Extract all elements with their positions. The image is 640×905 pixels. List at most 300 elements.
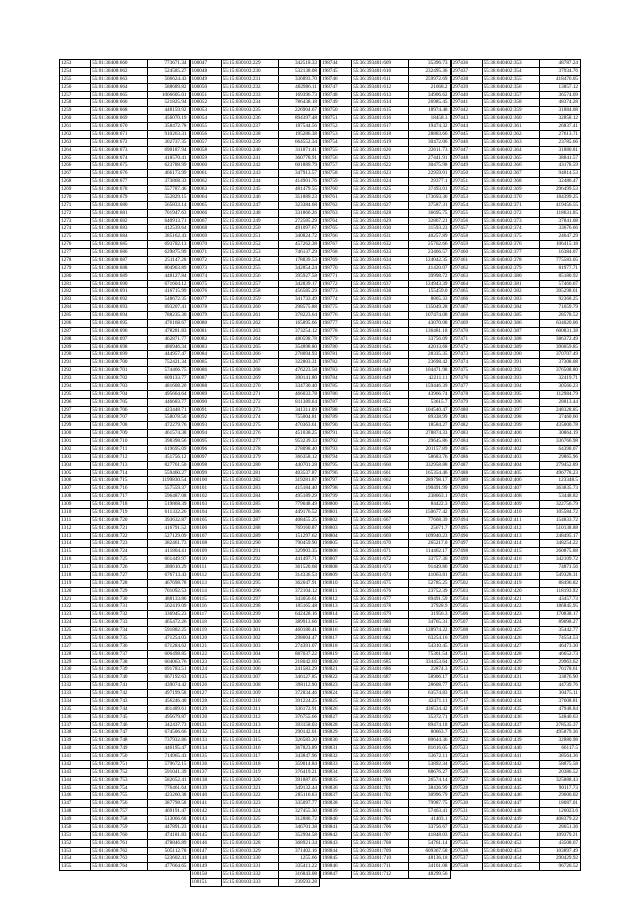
cadastral-number-cell: 55:15:030103:263 [221, 327, 278, 335]
cadastral-number-cell: 55:36:040402:379 [482, 264, 539, 272]
table-row [190, 264, 320, 272]
table-row [321, 209, 451, 217]
value-cell: 329903.35 [278, 548, 319, 556]
value-cell: 31593.23 [409, 225, 450, 233]
value-cell: 32858.12 [539, 115, 580, 123]
table-row [60, 178, 190, 186]
row-number-cell: 198825 [321, 697, 352, 705]
row-number-cell: 198833 [321, 760, 352, 768]
cadastral-number-cell: 55:01:30408:666 [91, 99, 148, 107]
value-cell: 302737.35 [148, 138, 189, 146]
row-number-cell: 1284 [60, 304, 91, 312]
row-number-cell: 297444 [451, 123, 482, 131]
cadastral-number-cell: 55:01:30408:734 [91, 627, 148, 635]
row-number-cell: 198840 [321, 816, 352, 824]
cadastral-number-cell: 55:36:040402:393 [482, 375, 539, 383]
cadastral-number-cell: 55:36:393401:710 [352, 855, 409, 863]
value-cell: 43457.73 [539, 595, 580, 603]
cadastral-number-cell: 55:36:393401:663 [352, 485, 409, 493]
table-row [451, 256, 581, 264]
value-cell: 290142.01 [278, 729, 319, 737]
cadastral-number-cell: 55:36:040402:397 [482, 406, 539, 414]
row-number-cell: 198749 [321, 99, 352, 107]
cadastral-number-cell: 55:15:030103:333 [221, 879, 278, 887]
cadastral-number-cell: 55:01:30408:675 [91, 162, 148, 170]
cadastral-number-cell: 55:01:30408:739 [91, 666, 148, 674]
row-number-cell: 100146 [190, 839, 221, 847]
table-row [321, 146, 451, 154]
row-number-cell: 198836 [321, 784, 352, 792]
cadastral-number-cell: 55:36:393401:633 [352, 249, 409, 257]
cadastral-number-cell: 55:15:030103:325 [221, 816, 278, 824]
table-row [190, 634, 320, 642]
table-row [321, 823, 451, 831]
table-row [60, 138, 190, 146]
row-number-cell: 1335 [60, 705, 91, 713]
value-cell: 491097.67 [278, 225, 319, 233]
table-row [451, 808, 581, 816]
value-cell: 402986.11 [278, 83, 319, 91]
value-cell: 36695.75 [409, 209, 450, 217]
table-row [60, 745, 190, 753]
value-cell: 667192.63 [148, 674, 189, 682]
table-row [60, 327, 190, 335]
table-row [60, 587, 190, 595]
value-cell: 298575.88 [278, 304, 319, 312]
value-cell: 48374.28 [539, 99, 580, 107]
row-number-cell: 297480 [451, 406, 482, 414]
cadastral-number-cell: 55:01:30408:743 [91, 697, 148, 705]
value-cell: 105584.72 [539, 508, 580, 516]
row-number-cell: 297515 [451, 682, 482, 690]
cadastral-number-cell: 55:15:030103:327 [221, 831, 278, 839]
value-cell: 776461.64 [148, 784, 189, 792]
cadastral-number-cell: 55:15:030103:308 [221, 682, 278, 690]
row-number-cell: 297482 [451, 422, 482, 430]
row-number-cell: 100129 [190, 705, 221, 713]
value-cell: 371402.16 [278, 847, 319, 855]
cadastral-number-cell: 55:01:30408:711 [91, 445, 148, 453]
value-cell: 109379.21 [539, 831, 580, 839]
table-row [451, 91, 581, 99]
table-row [451, 75, 581, 83]
table-row [60, 556, 190, 564]
cadastral-number-cell: 55:36:393401:639 [352, 296, 409, 304]
row-number-cell: 100064 [190, 193, 221, 201]
row-number-cell: 100142 [190, 808, 221, 816]
row-number-cell: 100116 [190, 603, 221, 611]
cadastral-number-cell: 55:36:040402:441 [482, 753, 539, 761]
value-cell: 124943.39 [409, 280, 450, 288]
cadastral-number-cell: 55:01:30408:758 [91, 816, 148, 824]
cadastral-number-cell: 55:01:30408:756 [91, 800, 148, 808]
table-row [60, 524, 190, 532]
row-number-cell: 100122 [190, 650, 221, 658]
cadastral-number-cell: 55:15:030103:252 [221, 241, 278, 249]
row-number-cell: 198777 [321, 319, 352, 327]
cadastral-number-cell: 55:36:040402:420 [482, 587, 539, 595]
cadastral-number-cell: 55:01:30408:698 [91, 343, 148, 351]
cadastral-number-cell: 55:15:030103:330 [221, 855, 278, 863]
table-row [451, 469, 581, 477]
cadastral-number-cell: 55:36:040402:370 [482, 193, 539, 201]
value-cell: 29377.1 [409, 178, 450, 186]
cadastral-number-cell: 55:36:393401:700 [352, 776, 409, 784]
value-cell: 611332.26 [148, 508, 189, 516]
cadastral-number-cell: 55:15:030103:243 [221, 170, 278, 178]
cadastral-number-cell: 55:36:040402:425 [482, 627, 539, 635]
table-row [321, 406, 451, 414]
table-row [60, 666, 190, 674]
cadastral-number-cell: 55:01:30408:753 [91, 776, 148, 784]
row-number-cell: 198819 [321, 650, 352, 658]
cadastral-number-cell: 55:36:040402:382 [482, 288, 539, 296]
row-number-cell: 1259 [60, 107, 91, 115]
cadastral-number-cell: 55:36:040402:450 [482, 823, 539, 831]
cadastral-number-cell: 55:36:393401:656 [352, 430, 409, 438]
row-number-cell: 1342 [60, 760, 91, 768]
row-number-cell: 297473 [451, 351, 482, 359]
row-number-cell: 198765 [321, 225, 352, 233]
row-number-cell: 1281 [60, 280, 91, 288]
row-number-cell: 297438 [451, 75, 482, 83]
table-row [451, 800, 581, 808]
cadastral-number-cell: 55:36:393401:644 [352, 335, 409, 343]
cadastral-number-cell: 55:36:393401:666 [352, 508, 409, 516]
cadastral-number-cell: 55:15:030103:254 [221, 256, 278, 264]
cadastral-number-cell: 55:36:040402:391 [482, 359, 539, 367]
table-row [451, 768, 581, 776]
value-cell: 441497.71 [278, 556, 319, 564]
row-number-cell: 1279 [60, 264, 91, 272]
row-number-cell: 100048 [190, 67, 221, 75]
table-row [321, 249, 451, 257]
cadastral-number-cell: 55:36:040402:376 [482, 241, 539, 249]
table-row [321, 469, 451, 477]
row-number-cell: 198803 [321, 524, 352, 532]
cadastral-number-cell: 55:01:30408:673 [91, 146, 148, 154]
table-row [60, 863, 190, 871]
table-row [60, 485, 190, 493]
row-number-cell: 198788 [321, 406, 352, 414]
cadastral-number-cell: 55:15:030103:257 [221, 280, 278, 288]
table-row [60, 753, 190, 761]
row-number-cell: 297525 [451, 760, 482, 768]
table-row [60, 540, 190, 548]
row-number-cell: 198794 [321, 453, 352, 461]
row-number-cell: 297447 [451, 146, 482, 154]
cadastral-number-cell: 55:01:30408:665 [91, 91, 148, 99]
value-cell: 322803.31 [278, 359, 319, 367]
cadastral-number-cell: 55:01:30408:730 [91, 595, 148, 603]
table-row [190, 343, 320, 351]
table-row [321, 753, 451, 761]
row-number-cell: 1349 [60, 816, 91, 824]
cadastral-number-cell: 55:01:30408:691 [91, 288, 148, 296]
value-cell: 30566.23 [539, 382, 580, 390]
row-number-cell: 100149 [190, 863, 221, 871]
cadastral-number-cell: 55:36:393401:662 [352, 477, 409, 485]
table-row [321, 627, 451, 635]
cadastral-number-cell: 55:36:393401:614 [352, 99, 409, 107]
value-cell: 559460.27 [148, 469, 189, 477]
value-cell: 519868.39 [148, 501, 189, 509]
table-row [60, 508, 190, 516]
row-number-cell: 1263 [60, 138, 91, 146]
table-row [60, 808, 190, 816]
cadastral-number-cell: 55:15:030103:270 [221, 382, 278, 390]
value-cell: 385162.43 [148, 233, 189, 241]
value-cell: 690187.94 [148, 146, 189, 154]
row-number-cell: 297497 [451, 540, 482, 548]
value-cell: 279452.89 [539, 461, 580, 469]
row-number-cell: 198780 [321, 343, 352, 351]
row-number-cell: 100085 [190, 359, 221, 367]
cadastral-number-cell: 55:01:30408:697 [91, 335, 148, 343]
table-row [451, 178, 581, 186]
table-row [321, 524, 451, 532]
row-number-cell: 198799 [321, 493, 352, 501]
value-cell: 887037.22 [278, 650, 319, 658]
row-number-cell: 100100 [190, 477, 221, 485]
row-number-cell: 297448 [451, 154, 482, 162]
row-number-cell: 198818 [321, 642, 352, 650]
cadastral-number-cell: 55:36:040402:358 [482, 99, 539, 107]
value-cell: 470363.61 [278, 422, 319, 430]
row-number-cell: 100081 [190, 327, 221, 335]
cadastral-number-cell: 55:01:30408:682 [91, 217, 148, 225]
table-row [190, 508, 320, 516]
cadastral-number-cell: 55:01:30408:690 [91, 280, 148, 288]
cadastral-number-cell: 55:15:030103:238 [221, 130, 278, 138]
table-row [60, 319, 190, 327]
cadastral-number-cell: 55:36:393401:624 [352, 178, 409, 186]
value-cell: 769160.87 [278, 524, 319, 532]
cadastral-number-cell: 55:01:30408:725 [91, 556, 148, 564]
value-cell: 21668.2 [409, 83, 450, 91]
table-row [60, 737, 190, 745]
table-row [451, 634, 581, 642]
row-number-cell: 297481 [451, 414, 482, 422]
table-row [60, 359, 190, 367]
row-number-cell: 1316 [60, 556, 91, 564]
cadastral-number-cell: 55:01:30408:694 [91, 312, 148, 320]
cadastral-number-cell: 55:01:30408:709 [91, 430, 148, 438]
value-cell: 376508.80 [539, 367, 580, 375]
row-number-cell: 100104 [190, 508, 221, 516]
row-number-cell: 1256 [60, 83, 91, 91]
table-row [321, 138, 451, 146]
cadastral-number-cell: 55:01:30408:663 [91, 75, 148, 83]
value-cell: 37493.01 [409, 186, 450, 194]
cadastral-number-cell: 55:36:040402:377 [482, 249, 539, 257]
value-cell: 38436.99 [409, 784, 450, 792]
row-number-cell: 198752 [321, 123, 352, 131]
value-cell: 64398.07 [539, 445, 580, 453]
cadastral-number-cell: 55:36:040402:385 [482, 312, 539, 320]
table-row [190, 406, 320, 414]
cadastral-number-cell: 55:15:030103:272 [221, 398, 278, 406]
row-number-cell: 100112 [190, 571, 221, 579]
row-number-cell: 198757 [321, 162, 352, 170]
table-row [321, 863, 451, 871]
row-number-cell: 100095 [190, 438, 221, 446]
cadastral-number-cell: 55:01:30408:715 [91, 477, 148, 485]
cadastral-number-cell: 55:15:030103:283 [221, 485, 278, 493]
value-cell: 29865.96 [539, 453, 580, 461]
value-cell: 386372.49 [539, 335, 580, 343]
table-row [321, 186, 451, 194]
cadastral-number-cell: 55:36:040402:364 [482, 146, 539, 154]
cadastral-number-cell: 55:36:040402:439 [482, 737, 539, 745]
cadastral-number-cell: 55:36:040402:451 [482, 831, 539, 839]
cadastral-number-cell: 55:15:030103:278 [221, 445, 278, 453]
table-row [321, 800, 451, 808]
cadastral-number-cell: 55:36:393401:631 [352, 233, 409, 241]
row-number-cell: 100119 [190, 627, 221, 635]
value-cell: 32880.98 [539, 737, 580, 745]
cadastral-number-cell: 55:36:393401:678 [352, 603, 409, 611]
value-cell: 239593.28 [278, 879, 319, 887]
table-row [451, 839, 581, 847]
table-column-block-1 [59, 59, 190, 871]
row-number-cell: 1318 [60, 571, 91, 579]
cadastral-number-cell: 55:01:30408:763 [91, 855, 148, 863]
table-row [60, 67, 190, 75]
value-cell: 114462.17 [409, 548, 450, 556]
table-row [321, 272, 451, 280]
row-number-cell: 297527 [451, 776, 482, 784]
table-row [451, 697, 581, 705]
value-cell: 342437.73 [148, 721, 189, 729]
table-row [190, 304, 320, 312]
cadastral-number-cell: 55:01:30408:693 [91, 304, 148, 312]
table-row [321, 201, 451, 209]
cadastral-number-cell: 55:01:30408:760 [91, 831, 148, 839]
table-row [60, 107, 190, 115]
cadastral-number-cell: 55:01:30408:695 [91, 319, 148, 327]
value-cell: 701092.53 [148, 587, 189, 595]
cadastral-number-cell: 55:01:30408:764 [91, 863, 148, 871]
cadastral-number-cell: 55:01:30408:759 [91, 823, 148, 831]
table-row [190, 871, 320, 879]
row-number-cell: 100062 [190, 178, 221, 186]
cadastral-number-cell: 55:01:30408:736 [91, 642, 148, 650]
table-row [190, 162, 320, 170]
cadastral-number-cell: 55:36:040402:430 [482, 666, 539, 674]
value-cell: 373868.33 [148, 178, 189, 186]
table-row [190, 430, 320, 438]
row-number-cell: 297535 [451, 839, 482, 847]
row-number-cell: 198837 [321, 792, 352, 800]
cadastral-number-cell: 55:36:040402:356 [482, 83, 539, 91]
table-row [60, 382, 190, 390]
cadastral-number-cell: 55:01:30408:671 [91, 130, 148, 138]
cadastral-number-cell: 55:01:30408:713 [91, 461, 148, 469]
row-number-cell: 100147 [190, 847, 221, 855]
table-row [190, 792, 320, 800]
row-number-cell: 198843 [321, 839, 352, 847]
table-row [451, 123, 581, 131]
row-number-cell: 100069 [190, 233, 221, 241]
row-number-cell: 1303 [60, 453, 91, 461]
value-cell: 46473.30 [539, 642, 580, 650]
table-row [451, 351, 581, 359]
value-cell: 390141.80 [278, 375, 319, 383]
table-row [190, 690, 320, 698]
value-cell: 671604.12 [148, 280, 189, 288]
row-number-cell: 1355 [60, 863, 91, 871]
value-cell: 335411.22 [278, 863, 319, 871]
table-row [451, 438, 581, 446]
row-number-cell: 1313 [60, 532, 91, 540]
table-row [190, 280, 320, 288]
value-cell: 43178.59 [539, 162, 580, 170]
cadastral-number-cell: 55:36:393401:638 [352, 288, 409, 296]
cadastral-number-cell: 55:36:040402:412 [482, 524, 539, 532]
table-row [321, 304, 451, 312]
cadastral-number-cell: 55:01:30408:670 [91, 123, 148, 131]
row-number-cell: 198802 [321, 516, 352, 524]
row-number-cell: 1293 [60, 375, 91, 383]
value-cell: 185165.48 [278, 603, 319, 611]
row-number-cell: 198815 [321, 619, 352, 627]
table-row [451, 690, 581, 698]
cadastral-number-cell: 55:36:040402:448 [482, 808, 539, 816]
data-table [451, 59, 582, 871]
table-row [60, 343, 190, 351]
table-row [321, 99, 451, 107]
table-row [451, 658, 581, 666]
row-number-cell: 297462 [451, 264, 482, 272]
table-row [60, 438, 190, 446]
value-cell: 349132.44 [278, 784, 319, 792]
cadastral-number-cell: 55:36:393401:609 [352, 60, 409, 68]
table-row [321, 256, 451, 264]
cadastral-number-cell: 55:36:393401:641 [352, 312, 409, 320]
row-number-cell: 297496 [451, 532, 482, 540]
cadastral-number-cell: 55:15:030103:247 [221, 201, 278, 209]
cadastral-number-cell: 55:36:393401:651 [352, 390, 409, 398]
value-cell: 661449.97 [148, 556, 189, 564]
row-number-cell: 1343 [60, 768, 91, 776]
cadastral-number-cell: 55:01:30408:729 [91, 587, 148, 595]
row-number-cell: 297457 [451, 225, 482, 233]
value-cell: 953239.33 [278, 438, 319, 446]
table-row [451, 430, 581, 438]
row-number-cell: 297439 [451, 83, 482, 91]
table-row [190, 650, 320, 658]
cadastral-number-cell: 55:15:030103:309 [221, 690, 278, 698]
table-row [321, 831, 451, 839]
row-number-cell: 100049 [190, 75, 221, 83]
table-row [60, 674, 190, 682]
value-cell: 41420.07 [409, 264, 450, 272]
table-row [451, 595, 581, 603]
cadastral-number-cell: 55:15:030103:290 [221, 540, 278, 548]
cadastral-number-cell: 55:15:030103:311 [221, 705, 278, 713]
value-cell: 278098.40 [278, 445, 319, 453]
table-row [60, 406, 190, 414]
row-number-cell: 297486 [451, 453, 482, 461]
cadastral-number-cell: 55:36:393401:660 [352, 461, 409, 469]
table-row [321, 170, 451, 178]
table-row [321, 808, 451, 816]
value-cell: 524585.27 [148, 67, 189, 75]
value-cell: 178839.53 [278, 256, 319, 264]
table-row [190, 619, 320, 627]
cadastral-number-cell: 55:36:040402:443 [482, 768, 539, 776]
